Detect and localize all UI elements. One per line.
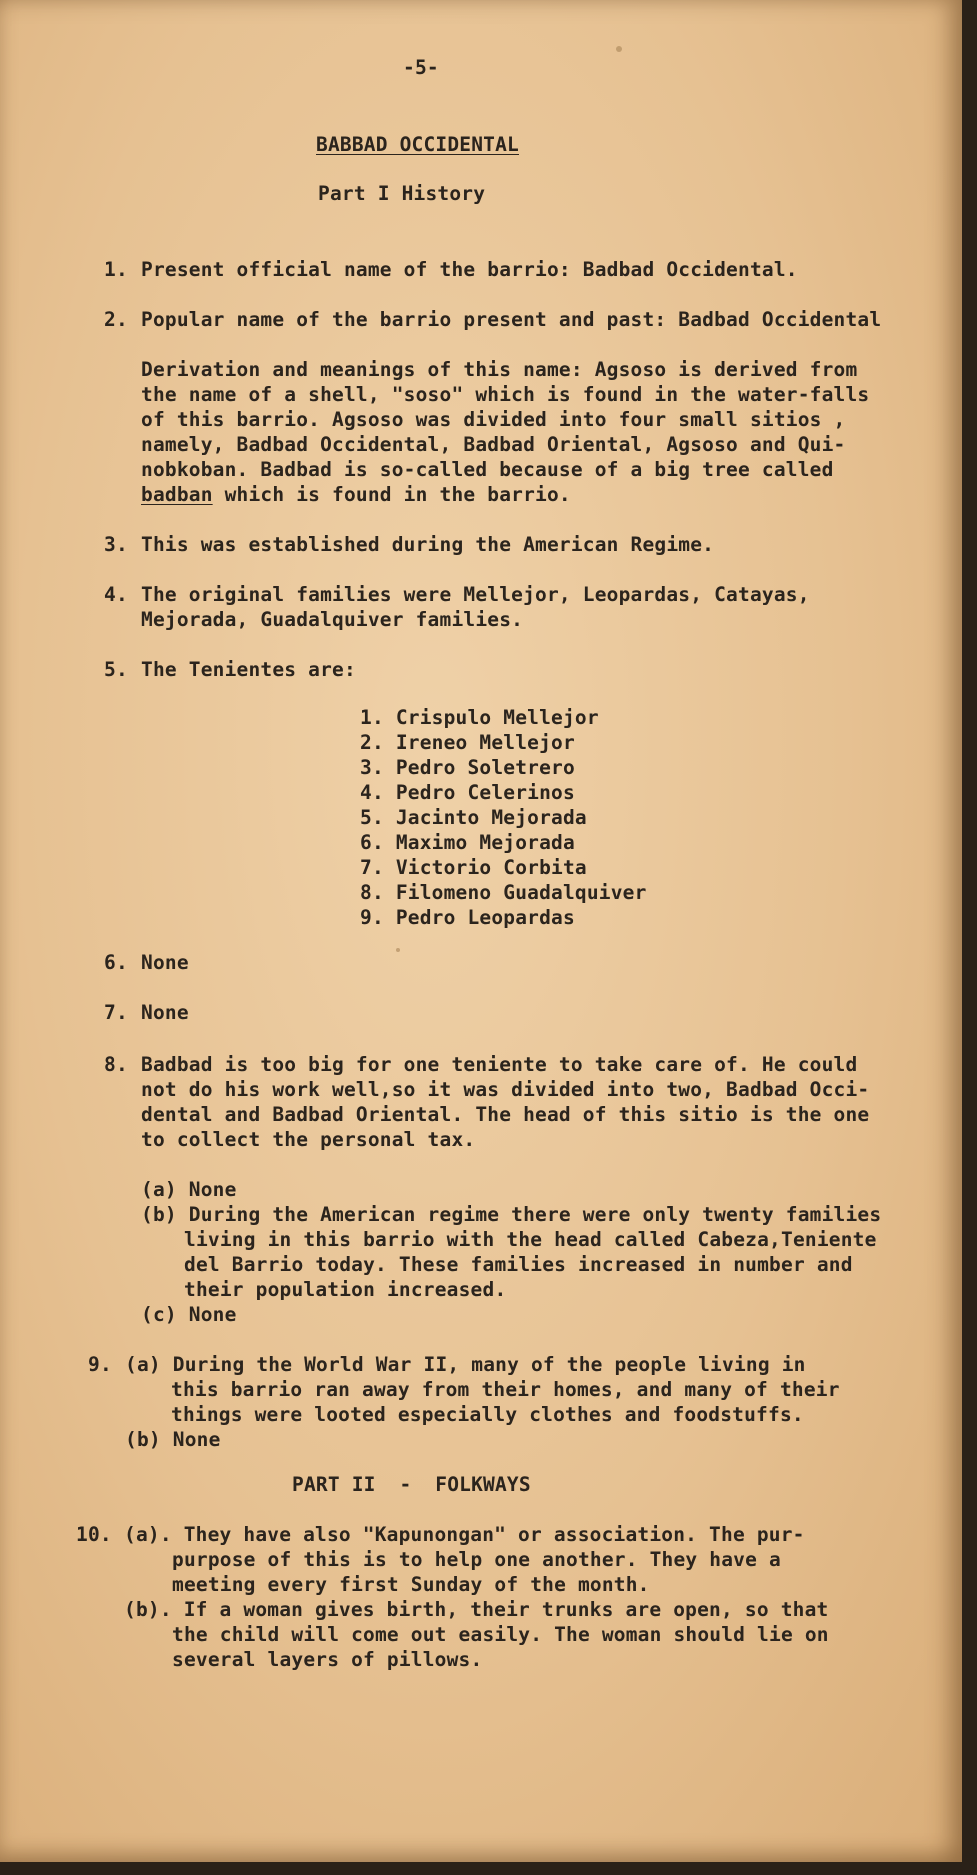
item-text: Popular name of the barrio present and past: Badbad Occidental — [141, 308, 882, 331]
item-number: 8. — [104, 1053, 128, 1076]
part-heading: PART II - FOLKWAYS — [292, 1473, 531, 1496]
item-number: 6. — [104, 951, 128, 974]
subitem-a: (a) During the World War II, many of the people living in — [125, 1353, 806, 1376]
item-text: Mejorada, Guadalquiver families. — [141, 608, 524, 631]
teniente-list-item: 4. Pedro Celerinos — [360, 781, 575, 804]
paper-stain — [396, 948, 400, 952]
teniente-list-item: 1. Crispulo Mellejor — [360, 706, 599, 729]
subitem-b: (b) None — [125, 1428, 221, 1451]
document-title: BABBAD OCCIDENTAL — [316, 133, 519, 156]
subitem-b: (b). If a woman gives birth, their trunks are open, so that — [124, 1598, 829, 1621]
subitem-b: (b) During the American regime there were only twenty families — [141, 1203, 882, 1226]
underlined-word: badban — [141, 483, 213, 506]
item-text: to collect the personal tax. — [141, 1128, 476, 1151]
subitem-a: (a). They have also "Kapunongan" or association. The pur- — [124, 1523, 805, 1546]
item-text: None — [141, 1001, 189, 1024]
derivation-line: Derivation and meanings of this name: Agsoso is derived from — [141, 358, 858, 381]
item-text: The Tenientes are: — [141, 658, 356, 681]
subitem-b: the child will come out easily. The woman should lie on — [172, 1623, 829, 1646]
teniente-list-item: 5. Jacinto Mejorada — [360, 806, 587, 829]
subitem-b: living in this barrio with the head called Cabeza,Teniente — [184, 1228, 877, 1251]
derivation-line: the name of a shell, "soso" which is found in the water-falls — [141, 383, 870, 406]
derivation-line: namely, Badbad Occidental, Badbad Oriental, Agsoso and Qui- — [141, 433, 846, 456]
item-text: Badbad is too big for one teniente to take care of. He could — [141, 1053, 858, 1076]
item-text: This was established during the American Regime. — [141, 533, 715, 556]
subitem-c: (c) None — [141, 1303, 237, 1326]
subitem-b: several layers of pillows. — [172, 1648, 483, 1671]
teniente-list-item: 6. Maximo Mejorada — [360, 831, 575, 854]
item-text: dental and Badbad Oriental. The head of this sitio is the one — [141, 1103, 870, 1126]
item-number: 5. — [104, 658, 128, 681]
item-number: 9. — [88, 1353, 112, 1376]
item-number: 2. — [104, 308, 128, 331]
teniente-list-item: 8. Filomeno Guadalquiver — [360, 881, 647, 904]
subitem-a: meeting every first Sunday of the month. — [172, 1573, 650, 1596]
subitem-a: (a) None — [141, 1178, 237, 1201]
item-number: 4. — [104, 583, 128, 606]
item-number: 7. — [104, 1001, 128, 1024]
subitem-a: this barrio ran away from their homes, and many of their — [171, 1378, 840, 1401]
subitem-b: del Barrio today. These families increased in number and — [184, 1253, 853, 1276]
derivation-line: nobkoban. Badbad is so-called because of a big tree called — [141, 458, 834, 481]
item-text: Present official name of the barrio: Badbad Occidental. — [141, 258, 798, 281]
derivation-line-rest: which is found in the barrio. — [212, 483, 571, 506]
teniente-list-item: 7. Victorio Corbita — [360, 856, 587, 879]
item-number: 3. — [104, 533, 128, 556]
item-text: The original families were Mellejor, Leopardas, Catayas, — [141, 583, 810, 606]
part-heading: Part I History — [318, 182, 486, 205]
teniente-list-item: 2. Ireneo Mellejor — [360, 731, 575, 754]
item-number: 10. — [76, 1523, 112, 1546]
subitem-a: purpose of this is to help one another. They have a — [172, 1548, 781, 1571]
subitem-a: things were looted especially clothes and foodstuffs. — [171, 1403, 804, 1426]
subitem-b: their population increased. — [184, 1278, 507, 1301]
page-number: -5- — [403, 56, 439, 79]
item-number: 1. — [104, 258, 128, 281]
derivation-line — [141, 482, 571, 507]
item-text: not do his work well,so it was divided into two, Badbad Occi- — [141, 1078, 870, 1101]
teniente-list-item: 9. Pedro Leopardas — [360, 906, 575, 929]
derivation-line: of this barrio. Agsoso was divided into four small sitios , — [141, 408, 846, 431]
item-text: None — [141, 951, 189, 974]
paper-stain — [616, 46, 622, 52]
teniente-list-item: 3. Pedro Soletrero — [360, 756, 575, 779]
